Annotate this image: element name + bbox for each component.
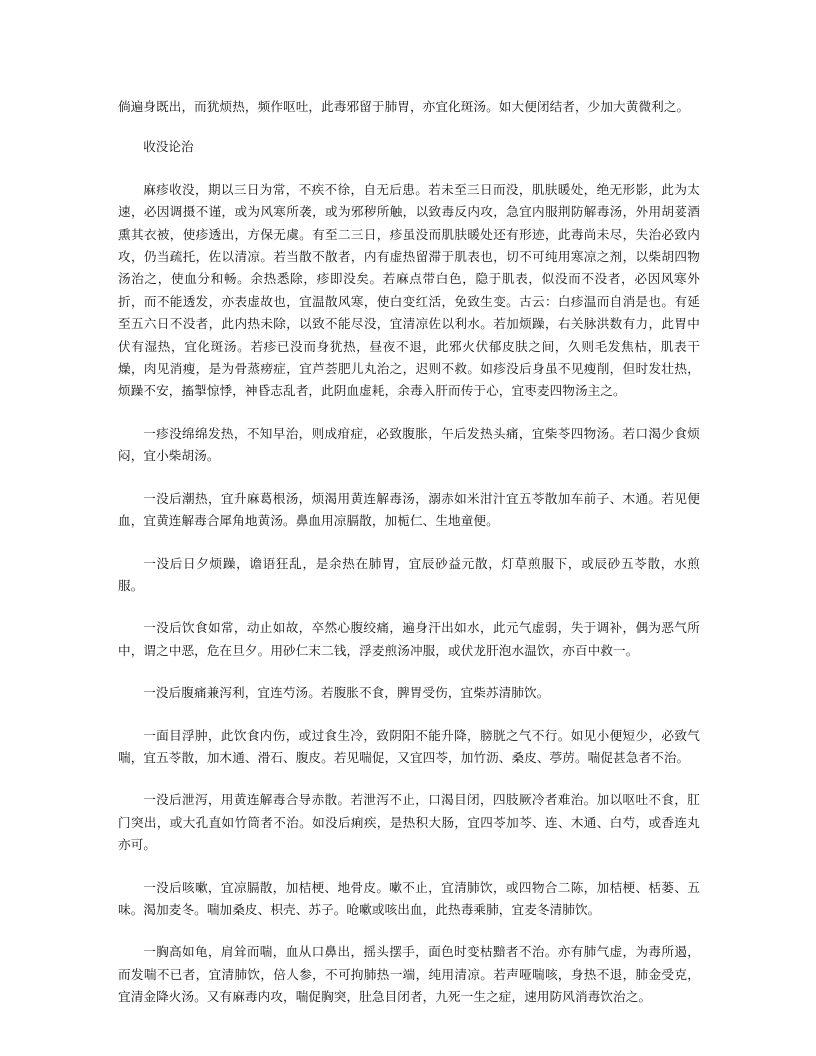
spacer xyxy=(118,118,700,136)
document-page xyxy=(118,96,700,1009)
spacer xyxy=(118,921,700,941)
paragraph-item: 一胸高如龟，肩耸而喘，血从口鼻出，摇头摆手，面色时变枯黯者不治。亦有肺气虚，为毒所遏，而发喘不已者，宜清肺饮，倍人参，不可拘肺热一端，纯用清凉。若声哑喘咳，身热不退，肺金受克，宜清金降火汤。又有麻毒内攻，喘促胸突，肚急目闭者，九死一生之症，速用防风消毒饮治之。 xyxy=(118,944,700,1005)
paragraph-main: 麻疹收没，期以三日为常，不疾不徐，自无后患。若未至三日而没，肌肤暖处，绝无形影，此为太速，必因调摄不谨，或为风寒所袭，或为邪秽所触，以致毒反内攻，急宜内服荆防解毒汤，外用胡荽酒熏其衣被，使疹透出，方保无虞。有至二三日，疹虽没而肌肤暖处还有形迹，此毒尚未尽，失治必致内攻，仍当疏托，佐以清凉。若当散不散者，内有虚热留滞于肌表也，切不可纯用寒凉之剂，以柴胡四物汤治之，使血分和畅。余热悉除，疹即没矣。若麻点带白色，隐于肌表，似没而不没者，必因风寒外折，而不能透发，亦表虚故也，宜温散风寒，使白变红活，免致生变。古云：白疹温而自消是也。有延至五六日不没者，此内热未除，以致不能尽没，宜清凉佐以利水。若加烦躁，右关脉洪数有力，此胃中伏有湿热，宜化斑汤。若疹已没而身犹热，昼夜不退，此邪火伏郁皮肤之间，久则毛发焦枯，肌表干燥，肉见消瘦，是为骨蒸痨症，宜芦荟肥儿丸治之，迟则不救。如疹没后身虽不见瘦削，但时发壮热，烦躁不安，搐掣惊悸，神昏志乱者，此阴血虚耗，余毒入肝而传于心，宜枣麦四物汤主之。 xyxy=(118,181,700,399)
paragraph-item: 一没后咳嗽，宜凉膈散，加桔梗、地骨皮。嗽不止，宜清肺饮，或四物合二陈，加桔梗、栝蒌、五味。渴加麦冬。喘加桑皮、枳壳、苏子。呛嗽或咳出血，此热毒乘肺，宜麦冬清肺饮。 xyxy=(118,879,700,917)
spacer xyxy=(118,597,700,617)
paragraph-item: 一疹没绵绵发热，不知早治，则成疳症，必致腹胀，午后发热头痛，宜柴苓四物汤。若口渴少食烦闷，宜小柴胡汤。 xyxy=(118,425,700,464)
spacer xyxy=(118,159,700,179)
spacer xyxy=(118,769,700,789)
paragraph-item: 一没后饮食如常，动止如故，卒然心腹绞痛，遍身汗出如水，此元气虚弱，失于调补，偶为恶气所中，谓之中恶，危在旦夕。用砂仁末二钱，浮麦煎汤冲服，或伏龙肝泡水温饮，亦百中救一。 xyxy=(118,620,700,658)
paragraph-item: 一没后泄泻，用黄连解毒合导赤散。若泄泻不止，口渴目闭，四肢厥冷者难治。加以呕吐不食，肛门突出，或大孔直如竹筒者不治。如没后痢疾，是热积大肠，宜四苓加芩、连、木通、白芍，或香连丸亦可。 xyxy=(118,792,700,853)
spacer xyxy=(118,857,700,877)
section-heading: 收没论治 xyxy=(143,139,194,155)
paragraph-item: 一没后潮热，宜升麻葛根汤，烦渴用黄连解毒汤，溺赤如米泔汁宜五苓散加车前子、木通。若见便血，宜黄连解毒合犀角地黄汤。鼻血用凉膈散，加栀仁、生地童便。 xyxy=(118,490,700,529)
spacer xyxy=(118,705,700,725)
paragraph-item: 一没后日夕烦躁，谵语狂乱，是余热在肺胃，宜辰砂益元散，灯草煎服下，或辰砂五苓散，水煎服。 xyxy=(118,555,700,593)
paragraph-item: 一面目浮肿，此饮食内伤，或过食生冷，致阴阳不能升降，膀胱之气不行。如见小便短少，必致气喘，宜五苓散，加木通、滑石、腹皮。若见喘促，又宜四苓，加竹沥、桑皮、葶苈。喘促甚急者不治。 xyxy=(118,727,700,765)
paragraph-continuation: 倘遍身既出，而犹烦热，频作呕吐，此毒邪留于肺胃，亦宜化斑汤。如大便闭结者，少加大黄微利之。 xyxy=(118,99,690,114)
spacer xyxy=(118,533,700,553)
spacer xyxy=(118,403,700,423)
spacer xyxy=(118,468,700,488)
paragraph-item: 一没后腹痛兼泻利，宜连芍汤。若腹胀不食，脾胃受伤，宜柴苏清肺饮。 xyxy=(143,685,550,701)
spacer xyxy=(118,662,700,682)
